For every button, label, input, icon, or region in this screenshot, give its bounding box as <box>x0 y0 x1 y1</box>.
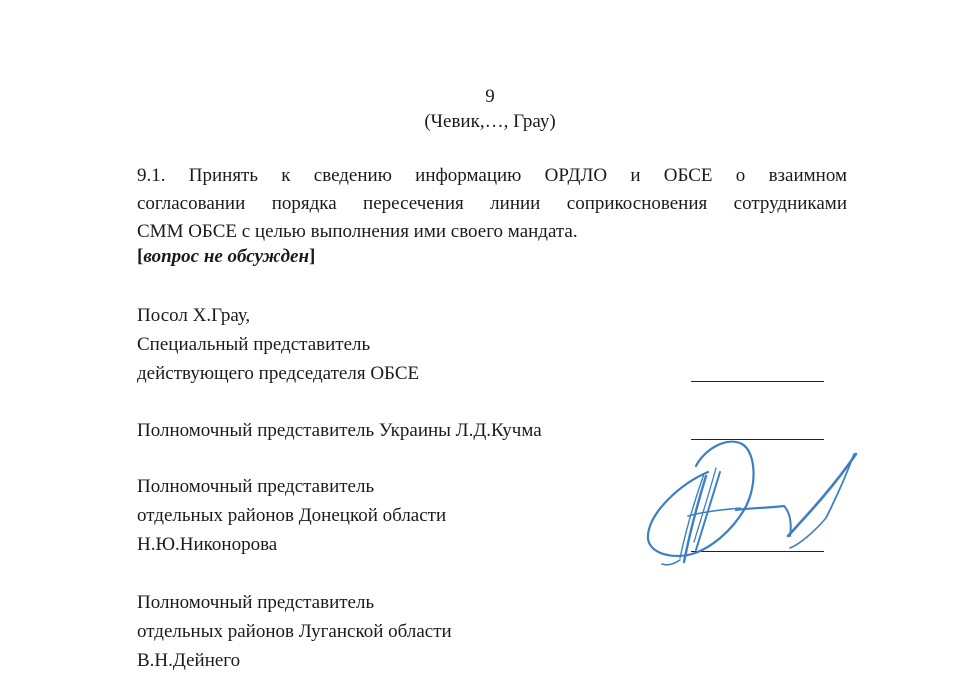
decision-paragraph <box>137 162 847 246</box>
signatory-line: Н.Ю.Никонорова <box>137 534 278 555</box>
signatory-ukraine <box>137 416 542 445</box>
handwritten-signature <box>640 432 870 577</box>
decision-line: 9.1. Принять к сведению информацию ОРДЛО и ОБСЕ о взаимном <box>137 165 847 186</box>
signatory-donetsk <box>137 472 446 559</box>
signatory-line: отдельных районов Луганской области <box>137 621 452 642</box>
signatory-line: Полномочный представитель Украины Л.Д.Кучма <box>137 420 542 441</box>
decision-line: СММ ОБСЕ с целью выполнения ими своего мандата. <box>137 221 578 242</box>
signature-strokes <box>648 442 856 565</box>
signatory-line: В.Н.Дейнего <box>137 650 241 671</box>
discussion-note <box>137 246 315 268</box>
signatory-line: Специальный представитель <box>137 334 371 355</box>
note-bracket-open: [ <box>137 246 144 267</box>
signatory-line: Полномочный представитель <box>137 476 375 497</box>
signatory-line: действующего председателя ОБСЕ <box>137 363 420 384</box>
participants-header: (Чевик,…, Грау) <box>424 111 556 132</box>
signatory-luhansk <box>137 588 452 675</box>
signatory-line: отдельных районов Донецкой области <box>137 505 447 526</box>
note-text: вопрос не обсужден <box>143 246 310 267</box>
signature-line <box>691 381 824 382</box>
note-bracket-close: ] <box>309 246 316 267</box>
signatory-line: Полномочный представитель <box>137 592 375 613</box>
signatory-line: Посол Х.Грау, <box>137 305 251 326</box>
page-number: 9 <box>485 86 495 107</box>
decision-line: согласовании порядка пересечения линии соприкосновения сотрудниками <box>137 193 847 214</box>
signatory-osce <box>137 301 419 388</box>
